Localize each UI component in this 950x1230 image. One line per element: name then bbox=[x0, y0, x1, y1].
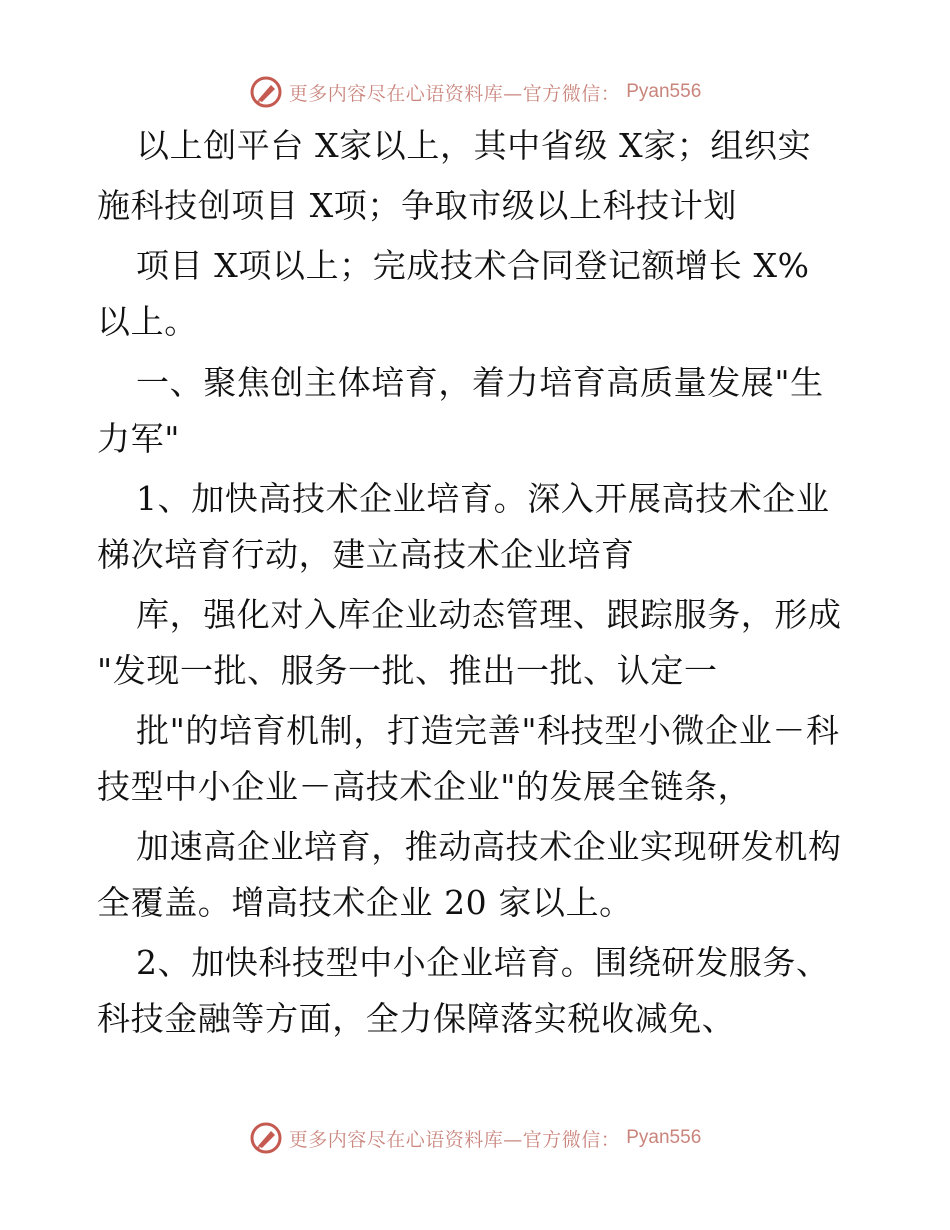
body-line: 科技金融等方面，全力保障落实税收减免、 bbox=[97, 999, 736, 1038]
watermark-text: 更多内容尽在心语资料库—官方微信： bbox=[288, 82, 621, 105]
pen-logo-icon bbox=[249, 1121, 283, 1155]
body-line: "发现一批、服务一批、推出一批、认定一 bbox=[97, 651, 718, 690]
header-watermark bbox=[0, 72, 950, 112]
body-line: 2、加快科技型中小企业培育。围绕研发服务、 bbox=[136, 943, 830, 982]
section-heading: 一、聚焦创主体培育，着力培育高质量发展"生 bbox=[136, 363, 824, 402]
body-line: 梯次培育行动，建立高技术企业培育 bbox=[97, 535, 635, 574]
watermark-wechat-id: Pyan556 bbox=[626, 1127, 702, 1148]
body-line: 施科技创项目 X项；争取市级以上科技计划 bbox=[97, 186, 737, 225]
body-line: 技型中小企业－高技术企业"的发展全链条， bbox=[97, 767, 752, 806]
section-heading: 力军" bbox=[97, 419, 180, 458]
body-line: 库，强化对入库企业动态管理、跟踪服务，形成 bbox=[136, 595, 842, 634]
body-line: 全覆盖。增高技术企业 20 家以上。 bbox=[97, 883, 633, 922]
body-line: 1、加快高技术企业培育。深入开展高技术企业 bbox=[136, 479, 830, 518]
body-line: 批"的培育机制，打造完善"科技型小微企业－科 bbox=[136, 711, 840, 750]
body-line: 以上创平台 X家以上，其中省级 X家；组织实 bbox=[136, 126, 812, 165]
pen-logo-icon bbox=[249, 75, 283, 109]
footer-watermark bbox=[0, 1118, 950, 1158]
watermark-text: 更多内容尽在心语资料库—官方微信： bbox=[288, 1128, 621, 1151]
body-line: 以上。 bbox=[97, 302, 198, 341]
body-line: 项目 X项以上；完成技术合同登记额增长 X% bbox=[136, 246, 810, 285]
watermark-wechat-id: Pyan556 bbox=[626, 81, 702, 102]
body-line: 加速高企业培育，推动高技术企业实现研发机构 bbox=[136, 827, 842, 866]
